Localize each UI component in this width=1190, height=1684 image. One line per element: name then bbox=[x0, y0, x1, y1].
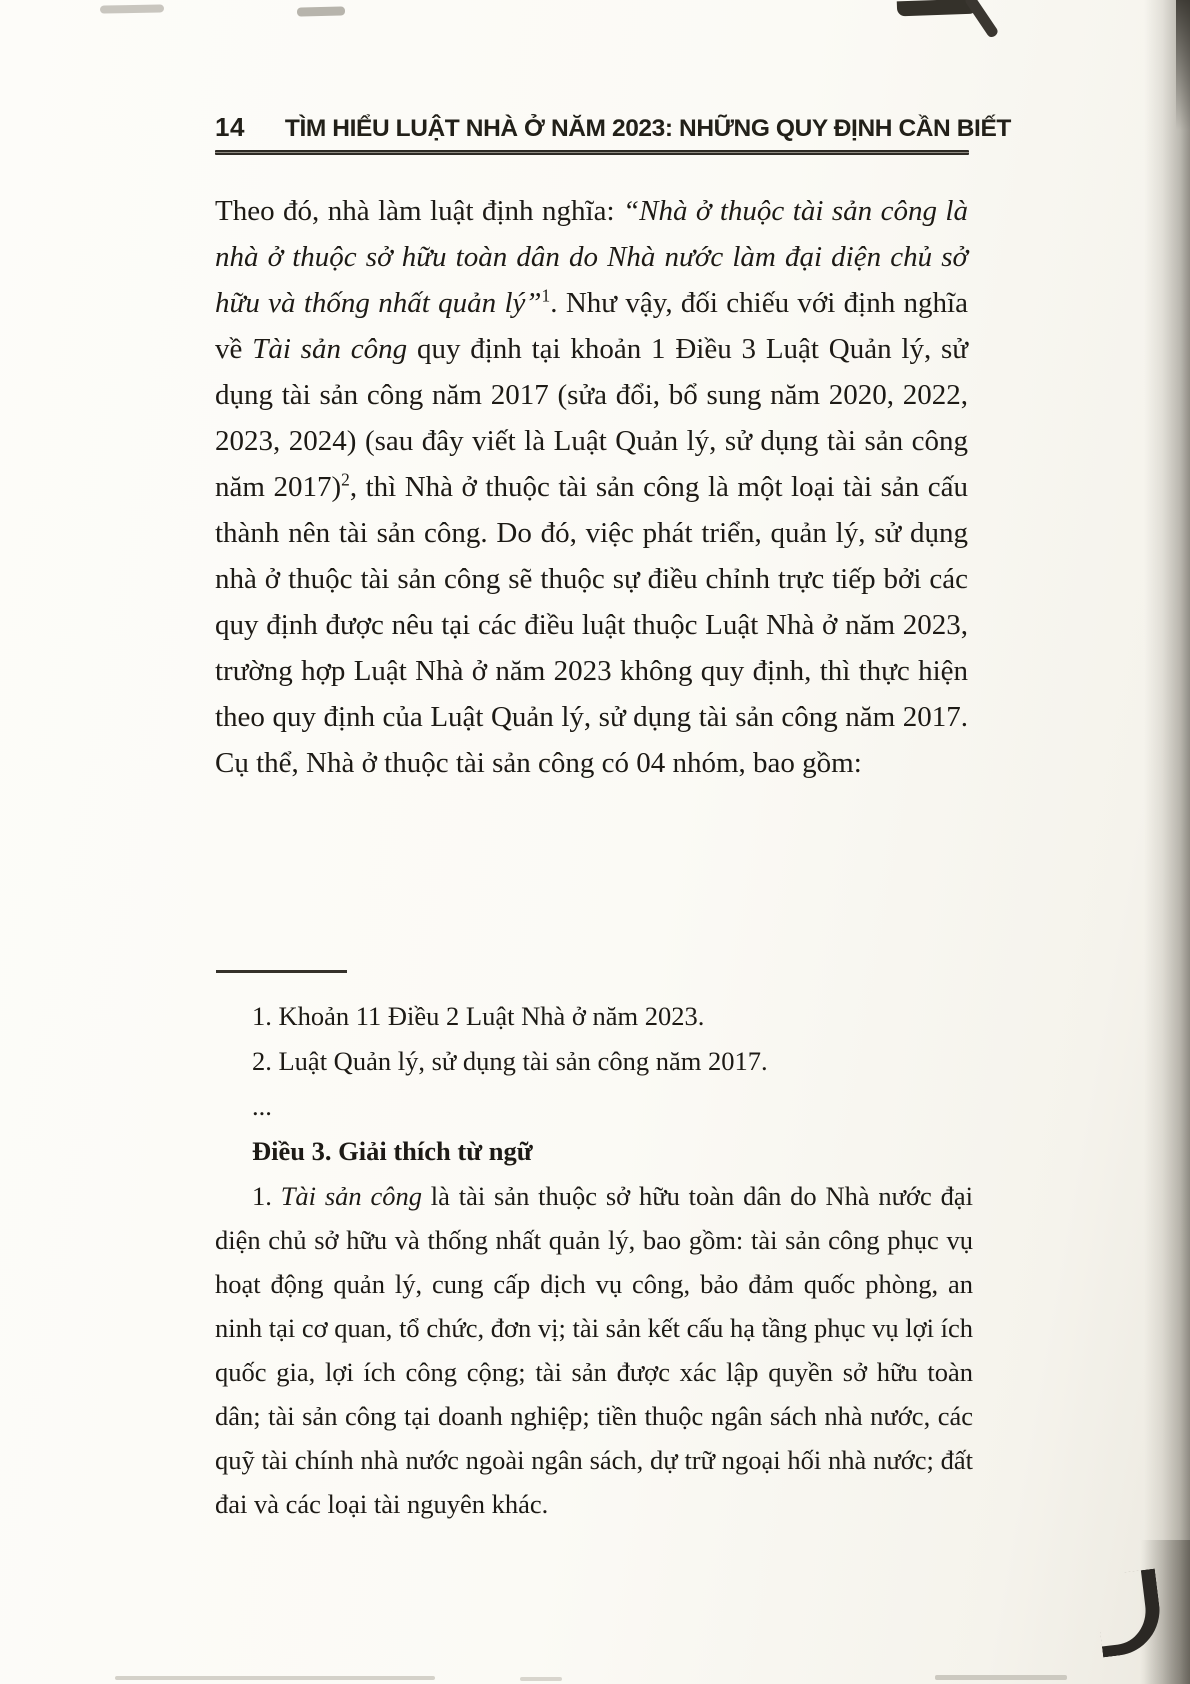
law-definition-paragraph bbox=[215, 1174, 973, 1526]
running-head-title: TÌM HIỂU LUẬT NHÀ Ở NĂM 2023: NHỮNG QUY ĐỊNH CẦN BIẾT bbox=[284, 115, 1011, 142]
scan-edge-shadow bbox=[1144, 0, 1190, 1684]
footnote-ref-1: 1 bbox=[541, 285, 551, 306]
scan-artifact-bottom-1 bbox=[115, 1676, 435, 1680]
footnote-2: 2. Luật Quản lý, sử dụng tài sản công năm 2017. bbox=[252, 1046, 768, 1076]
body-text-intro: Theo đó, nhà làm luật định nghĩa: bbox=[215, 195, 623, 227]
footnote-1: 1. Khoản 11 Điều 2 Luật Nhà ở năm 2023. bbox=[252, 1001, 705, 1031]
quoted-definition: “Nhà ở thuộc tài sản công là nhà ở thuộc sở hữu toàn dân do Nhà nước làm đại diện chủ sở hữu và thống nhất quản lý” bbox=[215, 195, 968, 319]
law-clause-number: 1. bbox=[252, 1181, 281, 1211]
ellipsis-line: ... bbox=[252, 1091, 272, 1121]
footnote-ref-2: 2 bbox=[341, 469, 350, 490]
main-text-block bbox=[215, 188, 968, 786]
page-header bbox=[215, 112, 1011, 143]
scan-artifact-top-mid bbox=[297, 6, 345, 16]
law-definition-text: là tài sản thuộc sở hữu toàn dân do Nhà nước đại diện chủ sở hữu và thống nhất quản lý, bao gồm: tài sản công phục vụ hoạt động quản lý, cung cấp dịch vụ công, bảo đảm quốc phòng, an ninh tại cơ quan, tổ chức, đơn vị; tài sản kết cấu hạ tầng phục vụ lợi ích quốc gia, lợi ích công cộng; tài sản được xác lập quyền sở hữu toàn dân; tài sản công tại doanh nghiệp; tiền thuộc ngân sách nhà nước, các quỹ tài chính nhà nước ngoài ngân sách, dự trữ ngoại hối nhà nước; đất đai và các loại tài nguyên khác. bbox=[215, 1181, 973, 1519]
article-heading: Điều 3. Giải thích từ ngữ bbox=[252, 1136, 533, 1166]
footnote-separator-rule bbox=[216, 970, 347, 973]
scan-artifact-top-right-stroke bbox=[964, 0, 1000, 39]
body-text-mid2: quy định tại khoản 1 Điều 3 Luật Quản lý, sử dụng tài sản công năm 2017 (sửa đổi, bổ sung năm 2020, 2022, 2023, 2024) (sau đây viết là Luật Quản lý, sử dụng tài sản công năm 2017) bbox=[215, 333, 969, 503]
scan-artifact-bottom-2 bbox=[520, 1677, 562, 1681]
scan-edge-shadow-top bbox=[1176, 0, 1190, 130]
scan-artifact-bottom-3 bbox=[935, 1675, 1067, 1680]
law-term: Tài sản công bbox=[280, 1181, 422, 1211]
body-text-mid1: . Như vậy, đối chiếu với định nghĩa về bbox=[215, 287, 968, 365]
scan-artifact-top-left bbox=[100, 4, 164, 13]
footnote-block bbox=[215, 994, 973, 1526]
term-tai-san-cong: Tài sản công bbox=[252, 333, 408, 365]
page-number: 14 bbox=[215, 112, 245, 142]
header-rule bbox=[215, 150, 969, 155]
body-text-rest: , thì Nhà ở thuộc tài sản công là một loại tài sản cấu thành nên tài sản công. Do đó, việc phát triển, quản lý, sử dụng nhà ở thuộc tài sản công sẽ thuộc sự điều chỉnh trực tiếp bởi các quy định được nêu tại các điều luật thuộc Luật Nhà ở năm 2023, trường hợp Luật Nhà ở năm 2023 không quy định, thì thực hiện theo quy định của Luật Quản lý, sử dụng tài sản công năm 2017. Cụ thể, Nhà ở thuộc tài sản công có 04 nhóm, bao gồm: bbox=[215, 471, 968, 779]
body-paragraph bbox=[215, 188, 968, 786]
